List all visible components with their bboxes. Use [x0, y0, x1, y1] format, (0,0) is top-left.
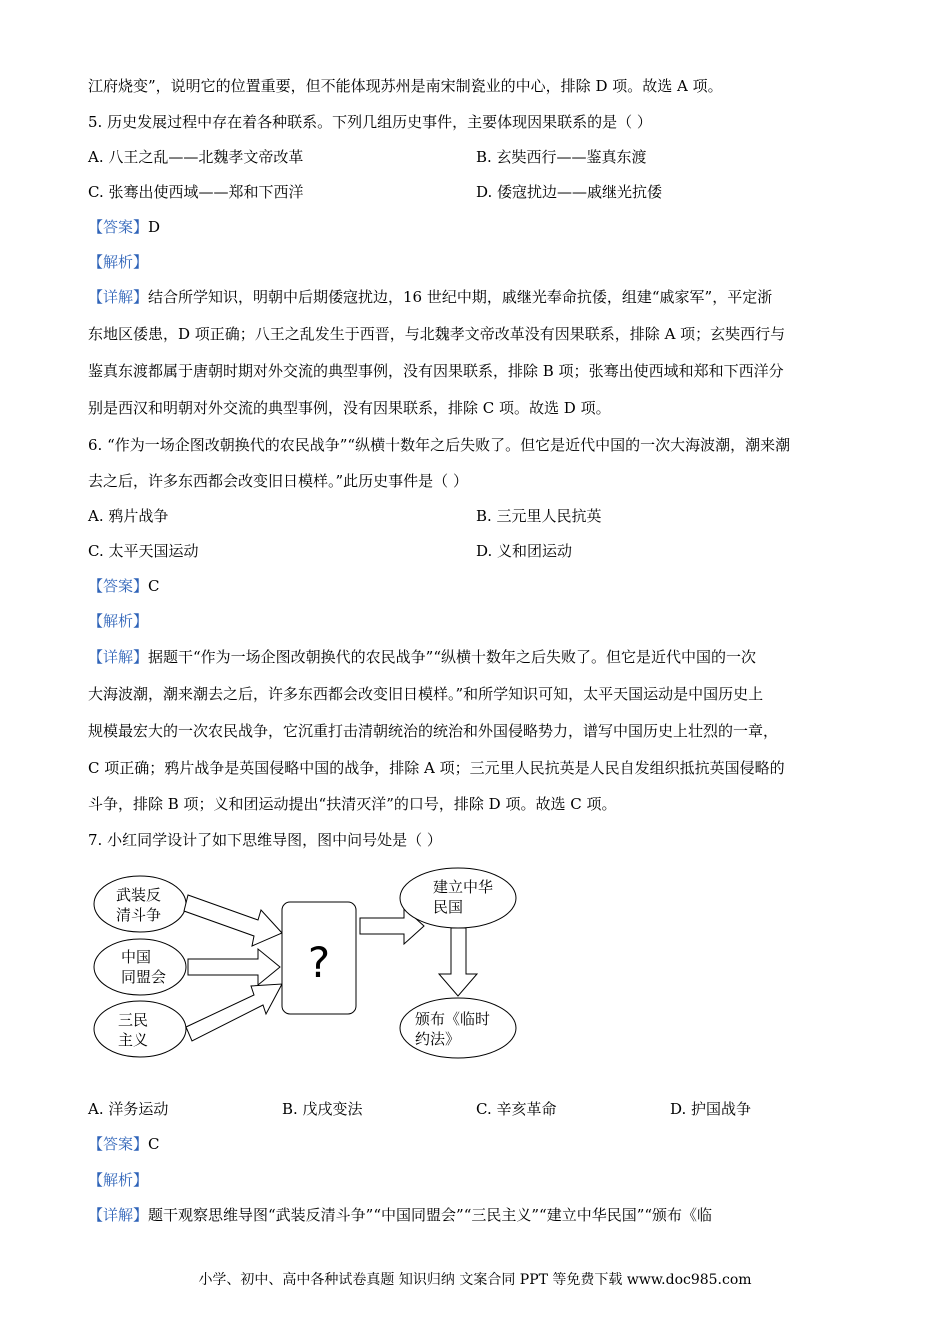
- q6-option-c: C. 太平天国运动: [88, 542, 199, 560]
- q5-detail-line-3: 鉴真东渡都属于唐朝时期对外交流的典型事例，没有因果联系，排除 B 项；张骞出使西域和郑和下西洋分: [88, 362, 784, 380]
- ellipse-text: 建立中华: [433, 878, 494, 896]
- answer-value: C: [148, 1135, 160, 1153]
- ellipse-text: 中国: [121, 948, 152, 966]
- arrow-right-icon: [184, 895, 282, 946]
- q7-option-b: B. 戊戌变法: [282, 1100, 363, 1118]
- q7-option-a: A. 洋务运动: [88, 1100, 169, 1118]
- question-6-stem-2: 去之后，许多东西都会改变旧日模样。”此历史事件是（ ）: [88, 472, 468, 490]
- question-mark: ?: [307, 938, 331, 987]
- ellipse-text: 主义: [118, 1031, 149, 1049]
- ellipse-provisional-constitution: [400, 998, 516, 1058]
- q7-detail-line-1: [88, 1205, 712, 1225]
- q6-detail-line-2: 大海波潮，潮来潮去之后，许多东西都会改变旧日模样。”和所学知识可知，太平天国运动是中国历史上: [88, 685, 764, 703]
- q7-answer: [88, 1134, 160, 1154]
- q7-option-d: D. 护国战争: [670, 1100, 752, 1118]
- ellipse-text: 三民: [118, 1011, 149, 1029]
- q5-option-b: B. 玄奘西行——鉴真东渡: [476, 148, 647, 166]
- q5-option-a: A. 八王之乱——北魏孝文帝改革: [88, 148, 304, 166]
- answer-tag: 【答案】: [88, 218, 149, 236]
- arrow-right-icon: [188, 949, 280, 985]
- q7-analysis-tag: 【解析】: [88, 1171, 149, 1189]
- q5-answer: [88, 217, 160, 237]
- detail-tag: 【详解】: [88, 1206, 149, 1224]
- q6-detail-line-4: C 项正确；鸦片战争是英国侵略中国的战争，排除 A 项；三元里人民抗英是人民自发组织抵抗英国侵略的: [88, 759, 785, 777]
- q5-detail-line-2: 东地区倭患，D 项正确；八王之乱发生于西晋，与北魏孝文帝改革没有因果联系，排除 A 项；玄奘西行与: [88, 325, 786, 343]
- q6-analysis-tag: 【解析】: [88, 612, 149, 630]
- ellipse-text: 武装反: [116, 886, 162, 904]
- answer-value: C: [148, 577, 160, 595]
- q7-option-c: C. 辛亥革命: [476, 1100, 557, 1118]
- answer-tag: 【答案】: [88, 1135, 149, 1153]
- q5-detail-line-4: 别是西汉和明朝对外交流的典型事例，没有因果联系，排除 C 项。故选 D 项。: [88, 399, 611, 417]
- detail-text: 结合所学知识，明朝中后期倭寇扰边，16 世纪中期，戚继光奉命抗倭，组建“戚家军”，平定浙: [148, 288, 773, 306]
- mind-map-diagram: [88, 862, 528, 1062]
- arrow-down-icon: [439, 928, 477, 996]
- answer-tag: 【答案】: [88, 577, 149, 595]
- ellipse-text: 同盟会: [121, 968, 167, 986]
- page-footer: 小学、初中、高中各种试卷真题 知识归纳 文案合同 PPT 等免费下载 www.doc985.com: [198, 1272, 752, 1288]
- question-6-stem-1: 6. “作为一场企图改朝换代的农民战争”“纵横十数年之后失败了。但它是近代中国的一次大海波潮，潮来潮: [88, 436, 791, 454]
- ellipse-text: 约法》: [415, 1030, 461, 1048]
- text-line: 江府烧变”，说明它的位置重要，但不能体现苏州是南宋制瓷业的中心，排除 D 项。故选 A 项。: [88, 77, 723, 95]
- detail-text: 题干观察思维导图“武装反清斗争”“中国同盟会”“三民主义”“建立中华民国”“颁布《临: [148, 1206, 713, 1224]
- ellipse-text: 颁布《临时: [415, 1010, 491, 1028]
- q5-analysis-tag: 【解析】: [88, 253, 149, 271]
- q5-option-d: D. 倭寇扰边——戚继光抗倭: [476, 183, 663, 201]
- detail-tag: 【详解】: [88, 288, 149, 306]
- q6-option-b: B. 三元里人民抗英: [476, 507, 602, 525]
- q5-option-c: C. 张骞出使西域——郑和下西洋: [88, 183, 304, 201]
- detail-tag: 【详解】: [88, 648, 149, 666]
- q6-answer: [88, 576, 160, 596]
- question-7-stem: 7. 小红同学设计了如下思维导图，图中问号处是（ ）: [88, 831, 442, 849]
- q6-detail-line-5: 斗争，排除 B 项；义和团运动提出“扶清灭洋”的口号，排除 D 项。故选 C 项。: [88, 795, 617, 813]
- q5-detail-line-1: [88, 287, 772, 307]
- question-5-stem: 5. 历史发展过程中存在着各种联系。下列几组历史事件，主要体现因果联系的是（ ）: [88, 113, 652, 131]
- ellipse-text: 民国: [433, 898, 464, 916]
- q6-option-a: A. 鸦片战争: [88, 507, 169, 525]
- ellipse-text: 清斗争: [116, 906, 162, 924]
- q6-detail-line-3: 规模最宏大的一次农民战争，它沉重打击清朝统治的统治和外国侵略势力，谱写中国历史上壮烈的一章，: [88, 722, 779, 740]
- arrow-right-icon: [186, 984, 282, 1041]
- detail-text: 据题干“作为一场企图改朝换代的农民战争”“纵横十数年之后失败了。但它是近代中国的一次: [148, 648, 757, 666]
- answer-value: D: [148, 218, 161, 236]
- q6-detail-line-1: [88, 647, 756, 667]
- q6-option-d: D. 义和团运动: [476, 542, 573, 560]
